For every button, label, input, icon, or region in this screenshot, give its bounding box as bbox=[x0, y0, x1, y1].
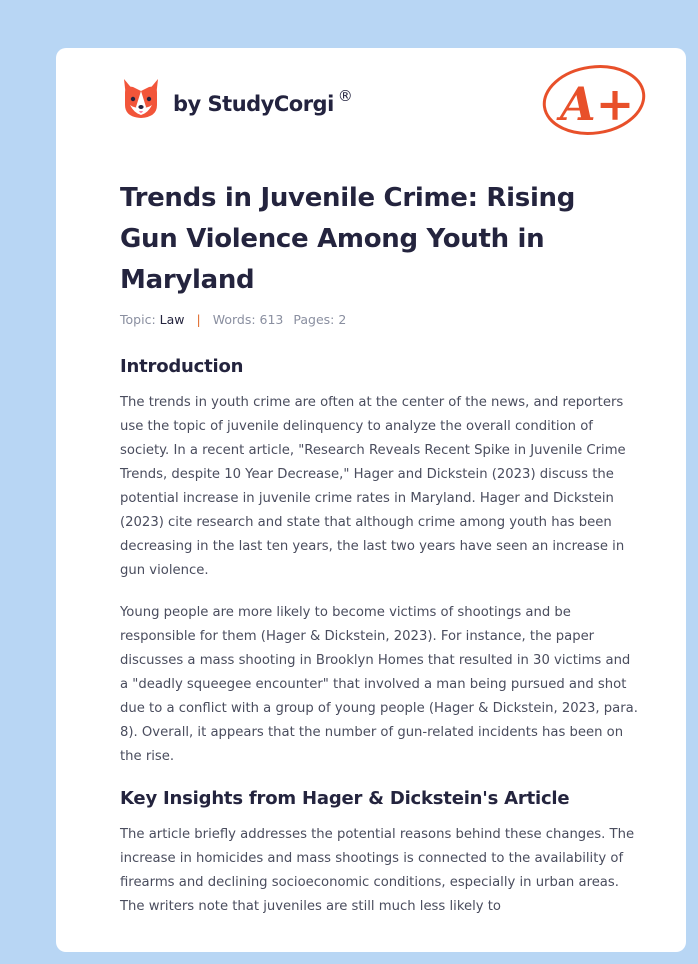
words-count: 613 bbox=[259, 312, 284, 327]
meta-separator: | bbox=[196, 312, 201, 327]
intro-paragraph-2: Young people are more likely to become victims of shootings and be responsible for them (Hager & Dickstein, 2023). For instance, the paper discusses a mass shooting in Brooklyn Homes that resulted in 30 victims and a "deadly squeegee encounter" that involved a man being pursued and shot due to a conflict with a group of young people (Hager & Dickstein, 2023, para. 8). Overall, it appears that the number of gun-related incidents has been on the rise. bbox=[120, 605, 638, 764]
pages-label: Pages: bbox=[293, 312, 335, 327]
studycorgi-logo[interactable] bbox=[121, 76, 353, 122]
section-heading-introduction: Introduction bbox=[120, 356, 244, 377]
section-heading-key-insights: Key Insights from Hager & Dickstein's Article bbox=[120, 788, 570, 809]
words-label: Words: bbox=[212, 312, 256, 327]
registered-mark: ® bbox=[337, 87, 353, 105]
article-title: Trends in Juvenile Crime: Rising Gun Violence Among Youth in Maryland bbox=[120, 183, 576, 295]
brand-name: by StudyCorgi bbox=[173, 92, 334, 116]
topic-label: Topic: bbox=[120, 312, 156, 327]
document-card bbox=[56, 48, 686, 952]
insights-paragraph-1: The article briefly addresses the potential reasons behind these changes. The increase in homicides and mass shootings is connected to the availability of firearms and declining socioeconomic conditions, especially in urban areas. The writers note that juveniles are still much less likely to bbox=[120, 827, 635, 914]
corgi-logo-icon bbox=[121, 77, 161, 121]
intro-paragraph-1: The trends in youth crime are often at the center of the news, and reporters use the topic of juvenile delinquency to analyze the overall condition of society. In a recent article, "Research Reveals Recent Spike in Juvenile Crime Trends, despite 10 Year Decrease," Hager and Dickstein (2023) discuss the potential increase in juvenile crime rates in Maryland. Hager and Dickstein (2023) cite research and state that although crime among youth has been decreasing in the last ten years, the last two years have seen an increase in gun violence. bbox=[120, 395, 626, 578]
grade-text: A+ bbox=[560, 77, 635, 131]
topic-link[interactable]: Law bbox=[159, 312, 185, 327]
grade-badge-icon bbox=[538, 60, 648, 140]
pages-count: 2 bbox=[338, 312, 347, 327]
article-meta bbox=[120, 312, 346, 327]
